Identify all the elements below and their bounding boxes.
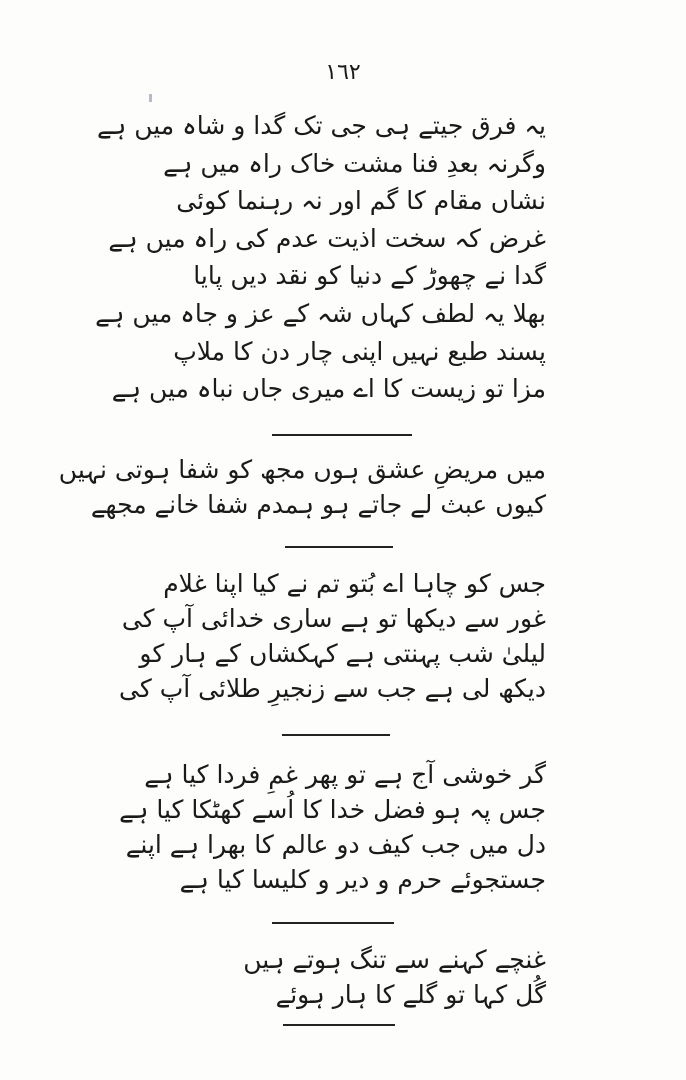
verse-line: جس کو چاہا اے بُتو تم نے کیا اپنا غلام xyxy=(163,569,546,598)
verse-line: دل میں جب کیف دو عالم کا بھرا ہے اپنے xyxy=(125,830,546,859)
verse-line: غرض کہ سخت اذیت عدم کی راہ میں ہے xyxy=(108,223,546,253)
verse-line: جستجوئے حرم و دیر و کلیسا کیا ہے xyxy=(179,865,546,894)
stanza-divider xyxy=(272,922,394,924)
stanza-1 xyxy=(95,107,546,408)
verse-line: کیوں عبث لے جاتے ہو ہمدم شفا خانے مجھے xyxy=(90,490,546,519)
stanza-2 xyxy=(58,452,546,522)
verse-line: گر خوشی آج ہے تو پھر غمِ فردا کیا ہے xyxy=(144,760,546,789)
verse-line: غور سے دیکھا تو ہے ساری خدائی آپ کی xyxy=(121,604,546,633)
verse-line: دیکھ لی ہے جب سے زنجیرِ طلائی آپ کی xyxy=(119,674,546,703)
stanza-divider xyxy=(285,546,393,548)
verse-line: غنچے کہنے سے تنگ ہوتے ہیں xyxy=(243,945,546,974)
scan-speck xyxy=(149,94,152,102)
stanza-5 xyxy=(146,942,546,1012)
stanza-4 xyxy=(119,757,546,897)
stanza-divider xyxy=(282,734,390,736)
verse-line: گُل کہا تو گلے کا ہار ہوئے xyxy=(275,980,546,1009)
stanza-divider xyxy=(272,434,412,436)
verse-line: پسند طبع نہیں اپنی چار دن کا ملاپ xyxy=(173,336,546,366)
stanza-3 xyxy=(119,566,546,706)
verse-line: میں مریضِ عشق ہوں مجھ کو شفا ہوتی نہیں xyxy=(58,455,546,484)
verse-line: مزا تو زیست کا اے میری جاں نباہ میں ہے xyxy=(111,374,546,404)
verse-line: لیلیٰ شب پہنتی ہے کہکشاں کے ہار کو xyxy=(139,639,546,668)
verse-line: جس پہ ہو فضل خدا کا اُسے کھٹکا کیا ہے xyxy=(119,795,546,824)
stanza-divider xyxy=(283,1024,395,1026)
verse-line: یہ فرق جیتے ہی جی تک گدا و شاہ میں ہے xyxy=(96,111,546,140)
verse-line: گدا نے چھوڑ کے دنیا کو نقد دیں پایا xyxy=(193,261,546,291)
verse-line: نشاں مقام کا گم اور نہ رہنما کوئی xyxy=(176,186,546,216)
verse-line: وگرنہ بعدِ فنا مشت خاک راہ میں ہے xyxy=(163,148,546,178)
page-number: ١٦٢ xyxy=(325,60,361,85)
verse-line: بھلا یہ لطف کہاں شہ کے عز و جاہ میں ہے xyxy=(95,298,546,328)
